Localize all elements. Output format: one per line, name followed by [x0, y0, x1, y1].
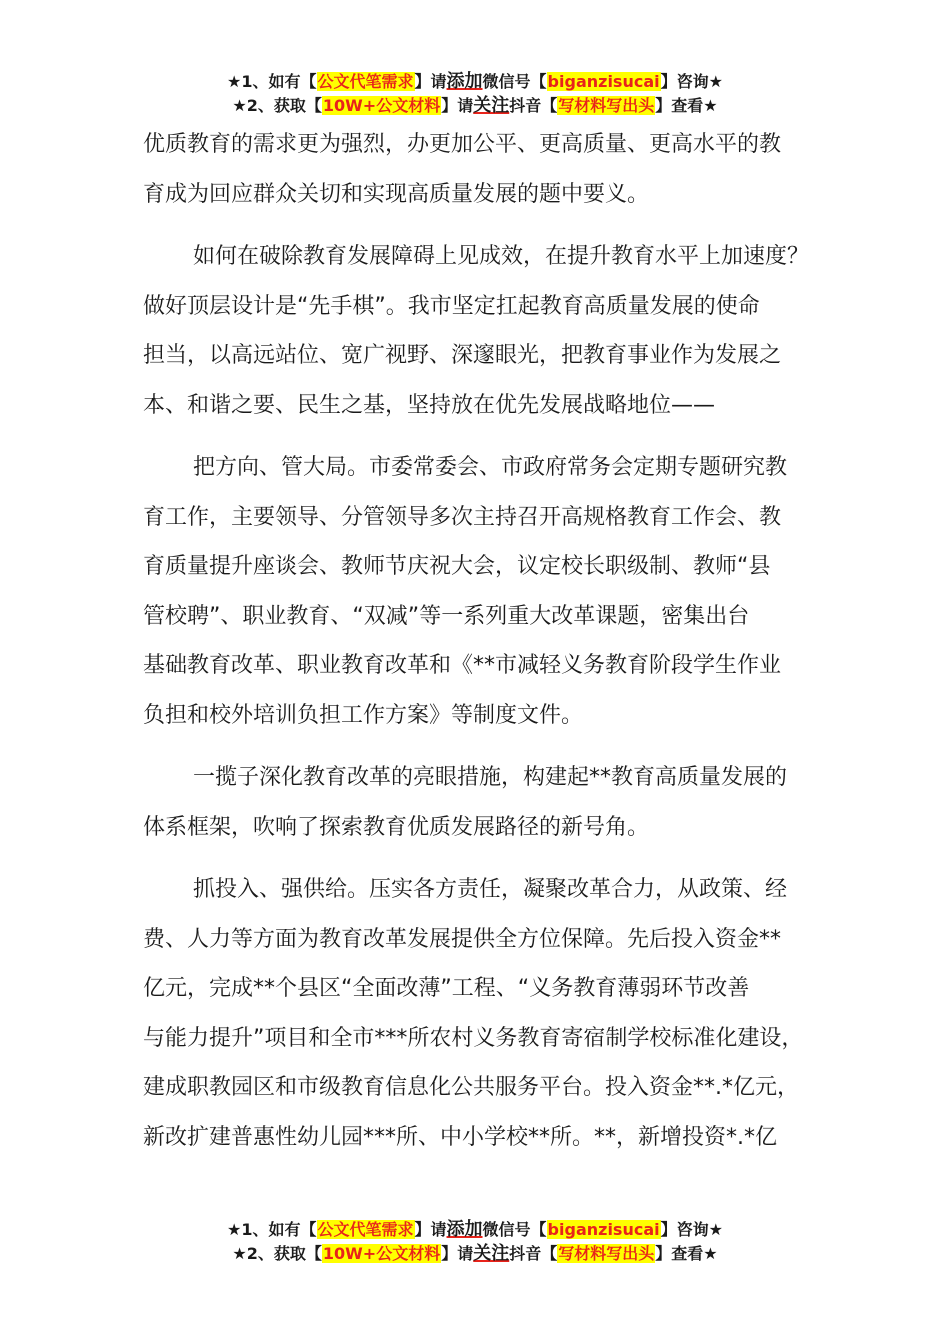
promo-banner-top [0, 70, 950, 118]
promo-highlight: 10W+公文材料 [322, 96, 441, 115]
paragraph-line: 做好顶层设计是“先手棋”。我市坚定扛起教育高质量发展的使命 [143, 293, 760, 319]
promo-line-2 [0, 1242, 950, 1266]
promo-text: 】请 [441, 96, 474, 115]
paragraph-line: 管校聘”、职业教育、“双减”等一系列重大改革课题，密集出台 [143, 603, 750, 629]
paragraph-gap [143, 740, 823, 753]
paragraph [143, 753, 823, 852]
paragraph-line: 育工作，主要领导、分管领导多次主持召开高规格教育工作会、教 [143, 504, 782, 530]
paragraph-line: 基础教育改革、职业教育改革和《**市减轻义务教育阶段学生作业 [143, 653, 782, 678]
paragraph-line: 本、和谐之要、民生之基，坚持放在优先发展战略地位—— [143, 392, 716, 418]
paragraph-line: 建成职教园区和市级教育信息化公共服务平台。投入资金**.*亿元， [143, 1075, 799, 1100]
promo-underline: 添加 [446, 1219, 483, 1240]
promo-line-1 [0, 1218, 950, 1242]
wechat-id-highlight: biganzisucai [547, 1220, 660, 1239]
paragraph-line: 担当，以高远站位、宽广视野、深邃眼光，把教育事业作为发展之 [143, 343, 782, 368]
promo-underline: 添加 [446, 71, 483, 92]
paragraph-gap [143, 219, 823, 232]
promo-text: 抖音【 [509, 1244, 558, 1263]
promo-text: 】咨询★ [660, 1220, 723, 1239]
promo-highlight: 10W+公文材料 [322, 1244, 441, 1263]
paragraph-gap [143, 430, 823, 443]
promo-text: 】请 [414, 1220, 447, 1239]
paragraph-line: 体系框架，吹响了探索教育优质发展路径的新号角。 [143, 814, 650, 840]
promo-line-1 [0, 70, 950, 94]
paragraph-gap [143, 852, 823, 865]
promo-text: 】查看★ [655, 1244, 718, 1263]
promo-text: ★1、如有【 [227, 1220, 317, 1239]
paragraph-line: 育成为回应群众关切和实现高质量发展的题中要义。 [143, 181, 650, 207]
promo-underline: 关注 [473, 95, 510, 116]
paragraph-line: 如何在破除教育发展障碍上见成效，在提升教育水平上加速度？ [193, 244, 810, 269]
paragraph-line: 负担和校外培训负担工作方案》等制度文件。 [143, 702, 584, 728]
paragraph [143, 865, 823, 1162]
paragraph-line: 优质教育的需求更为强烈，办更加公平、更高质量、更高水平的教 [143, 132, 782, 157]
paragraph-line: 一揽子深化教育改革的亮眼措施，构建起**教育高质量发展的 [193, 765, 788, 790]
promo-text: ★1、如有【 [227, 72, 317, 91]
promo-highlight: 公文代笔需求 [317, 72, 414, 91]
document-body [143, 120, 823, 1162]
promo-text: ★2、获取【 [232, 1244, 322, 1263]
promo-banner-bottom [0, 1218, 950, 1266]
paragraph-line: 把方向、管大局。市委常委会、市政府常务会定期专题研究教 [193, 455, 788, 480]
paragraph-line: 与能力提升”项目和全市***所农村义务教育寄宿制学校标准化建设， [143, 1025, 804, 1051]
promo-text: ★2、获取【 [232, 96, 322, 115]
promo-text: 】请 [414, 72, 447, 91]
paragraph-line: 亿元，完成**个县区“全面改薄”工程、“义务教育薄弱环节改善 [143, 976, 750, 1001]
promo-text: 微信号【 [482, 1220, 547, 1239]
paragraph [143, 443, 823, 740]
promo-text: 】咨询★ [660, 72, 723, 91]
promo-text: 抖音【 [509, 96, 558, 115]
promo-text: 】查看★ [655, 96, 718, 115]
paragraph-line: 抓投入、强供给。压实各方责任，凝聚改革合力，从政策、经 [193, 877, 788, 902]
paragraph [143, 120, 823, 219]
paragraph-line: 新改扩建普惠性幼儿园***所、中小学校**所。**，新增投资*.*亿 [143, 1124, 777, 1150]
paragraph-line: 育质量提升座谈会、教师节庆祝大会，议定校长职级制、教师“县 [143, 554, 771, 579]
wechat-id-highlight: biganzisucai [547, 72, 660, 91]
promo-line-2 [0, 94, 950, 118]
promo-underline: 关注 [473, 1243, 510, 1264]
paragraph [143, 232, 823, 430]
promo-text: 微信号【 [482, 72, 547, 91]
douyin-id-highlight: 写材料写出头 [558, 96, 655, 115]
promo-text: 】请 [441, 1244, 474, 1263]
promo-highlight: 公文代笔需求 [317, 1220, 414, 1239]
paragraph-line: 费、人力等方面为教育改革发展提供全方位保障。先后投入资金** [143, 926, 782, 952]
douyin-id-highlight: 写材料写出头 [558, 1244, 655, 1263]
